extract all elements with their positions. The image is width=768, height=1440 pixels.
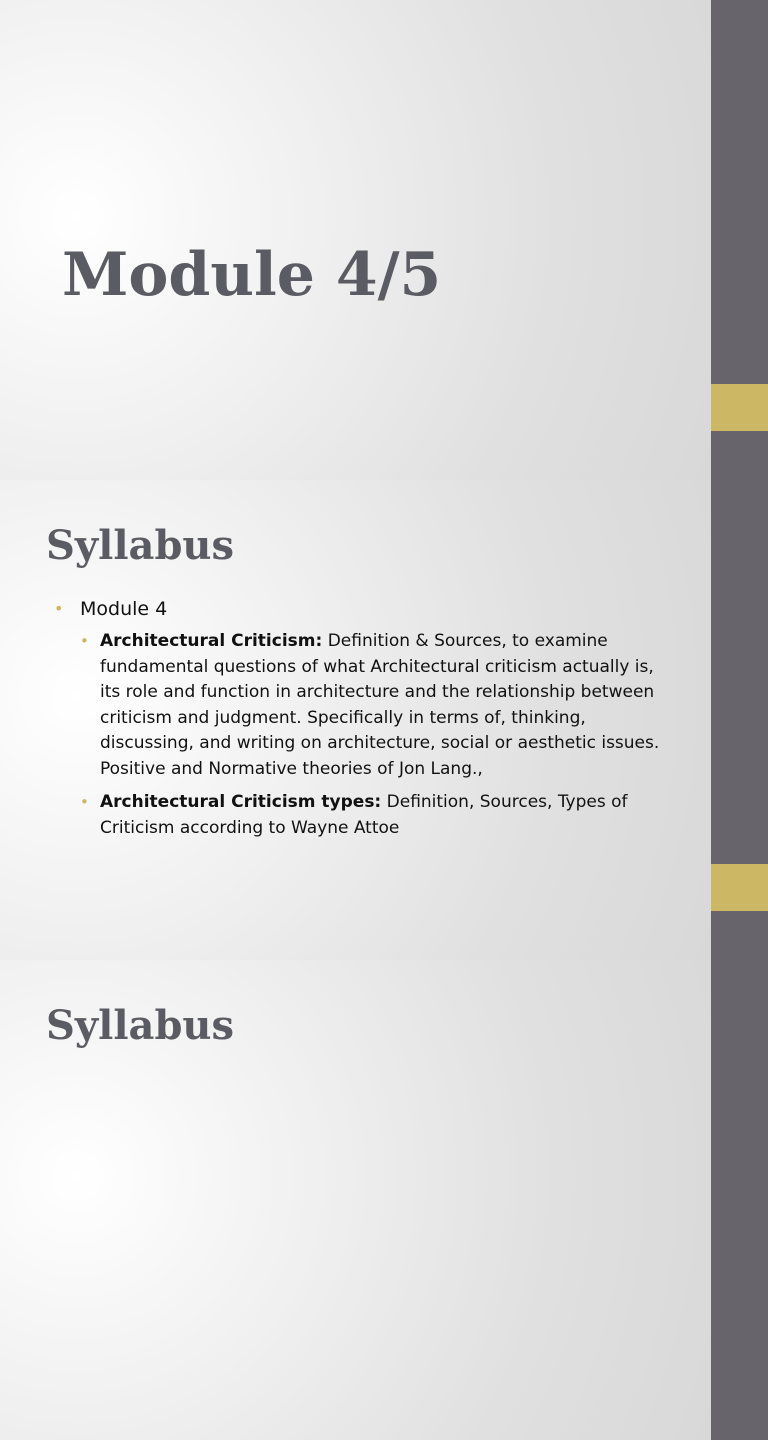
bullet-icon: • (54, 599, 64, 618)
slide-syllabus[interactable] (0, 480, 768, 960)
slide-syllabus-next[interactable] (0, 960, 768, 1440)
side-bar-accent (711, 864, 768, 911)
list-item (52, 790, 672, 841)
module-label: Module 4 (80, 598, 168, 620)
list-item (52, 629, 672, 782)
slide-heading: Syllabus (46, 1002, 235, 1049)
slide-title[interactable] (0, 0, 768, 480)
slide-title-text: Module 4/5 (62, 240, 442, 310)
slide-content (52, 596, 672, 841)
item-heading: Architectural Criticism types: (100, 792, 382, 812)
item-text: Definition, Sources, Types of Criticism according to Wayne Attoe (100, 792, 628, 838)
item-text: Definition & Sources, to examine fundamental questions of what Architectural criticism actually is, its role and function in architecture and the relationship between criticism and judgment. Specifically in terms of, thinking, discussing, and writing on architecture, social or aesthetic issues. Positive and Normative theories of Jon Lang., (100, 631, 660, 779)
item-heading: Architectural Criticism: (100, 631, 323, 651)
bullet-icon: • (80, 793, 89, 811)
bullet-icon: • (80, 632, 89, 650)
side-bar (711, 960, 768, 1440)
slide-heading: Syllabus (46, 522, 235, 569)
list-item-module (52, 596, 672, 622)
side-bar-accent (711, 384, 768, 431)
